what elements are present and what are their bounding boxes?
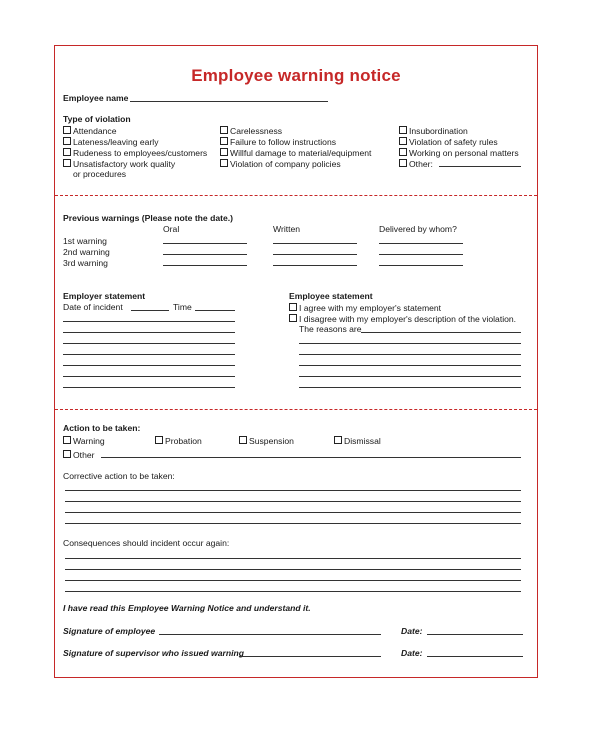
time-label: Time [173,302,192,312]
action-option-dismissal[interactable]: Dismissal [334,436,381,446]
checkbox-icon[interactable] [399,148,407,156]
corrective-action-line[interactable] [65,490,521,491]
oral-date-field[interactable] [163,254,247,255]
checkbox-icon[interactable] [63,148,71,156]
date-of-incident-field[interactable] [131,310,169,311]
action-heading: Action to be taken: [63,423,141,433]
corrective-action-line[interactable] [65,512,521,513]
column-delivered-by: Delivered by whom? [379,224,457,234]
reasons-label: The reasons are [299,324,362,334]
checkbox-icon[interactable] [334,436,342,444]
checkbox-icon[interactable] [220,126,228,134]
employer-statement-line[interactable] [63,332,235,333]
employee-statement-heading: Employee statement [289,291,373,301]
corrective-action-label: Corrective action to be taken: [63,471,175,481]
checkbox-icon[interactable] [399,159,407,167]
delivered-by-field[interactable] [379,265,463,266]
time-field[interactable] [195,310,235,311]
written-date-field[interactable] [273,265,357,266]
checkbox-icon[interactable] [399,137,407,145]
violation-option[interactable]: Willful damage to material/equipment [220,148,371,158]
employee-date-field[interactable] [427,634,523,635]
warning-row-label: 3rd warning [63,258,108,268]
violation-option[interactable]: Working on personal matters [399,148,519,158]
previous-warnings-heading: Previous warnings (Please note the date.) [63,213,234,223]
violation-option[interactable]: Unsatisfactory work quality [63,159,175,169]
employer-statement-line[interactable] [63,387,235,388]
checkbox-icon[interactable] [220,159,228,167]
supervisor-date-label: Date: [401,648,423,658]
action-option-probation[interactable]: Probation [155,436,202,446]
column-written: Written [273,224,301,234]
warning-row-label: 1st warning [63,236,107,246]
form-title: Employee warning notice [191,66,401,85]
warning-row-label: 2nd warning [63,247,110,257]
checkbox-icon[interactable] [63,159,71,167]
violation-option[interactable]: Violation of company policies [220,159,341,169]
section-divider [55,195,537,196]
delivered-by-field[interactable] [379,243,463,244]
employee-signature-label: Signature of employee [63,626,156,636]
consequences-line[interactable] [65,569,521,570]
consequences-line[interactable] [65,591,521,592]
delivered-by-field[interactable] [379,254,463,255]
corrective-action-line[interactable] [65,523,521,524]
warning-notice-form [54,45,538,678]
action-option-warning[interactable]: Warning [63,436,105,446]
violation-option[interactable]: Lateness/leaving early [63,137,159,147]
employee-date-label: Date: [401,626,423,636]
violation-heading: Type of violation [63,114,131,124]
violation-option[interactable]: Violation of safety rules [399,137,498,147]
employee-signature-field[interactable] [159,634,381,635]
consequences-line[interactable] [65,558,521,559]
consequences-label: Consequences should incident occur again: [63,538,230,548]
section-divider [55,409,537,410]
employer-statement-line[interactable] [63,354,235,355]
action-option-suspension[interactable]: Suspension [239,436,294,446]
written-date-field[interactable] [273,254,357,255]
reasons-line[interactable] [299,343,521,344]
violation-option[interactable]: Other: [399,159,433,169]
checkbox-icon[interactable] [289,314,297,322]
disagree-option[interactable]: I disagree with my employer's description of the violation. [289,314,516,324]
date-of-incident-label: Date of incident [63,302,123,312]
acknowledgement-text: I have read this Employee Warning Notice and understand it. [63,603,311,613]
checkbox-icon[interactable] [63,436,71,444]
violation-option[interactable]: Carelessness [220,126,282,136]
employer-statement-line[interactable] [63,365,235,366]
reasons-line[interactable] [299,387,521,388]
column-oral: Oral [163,224,180,234]
checkbox-icon[interactable] [63,126,71,134]
violation-option[interactable]: Rudeness to employees/customers [63,148,207,158]
other-action-field[interactable] [101,457,521,458]
reasons-line[interactable] [299,354,521,355]
checkbox-icon[interactable] [63,450,71,458]
violation-option[interactable]: Insubordination [399,126,468,136]
corrective-action-line[interactable] [65,501,521,502]
employer-statement-heading: Employer statement [63,291,146,301]
supervisor-date-field[interactable] [427,656,523,657]
reasons-line[interactable] [299,376,521,377]
checkbox-icon[interactable] [155,436,163,444]
reasons-line[interactable] [299,365,521,366]
consequences-line[interactable] [65,580,521,581]
supervisor-signature-label: Signature of supervisor who issued warning [63,648,244,658]
agree-option[interactable]: I agree with my employer's statement [289,303,441,313]
employer-statement-line[interactable] [63,376,235,377]
checkbox-icon[interactable] [239,436,247,444]
violation-option[interactable]: Failure to follow instructions [220,137,336,147]
oral-date-field[interactable] [163,265,247,266]
violation-option-continued: or procedures [73,169,127,179]
violation-option[interactable]: Attendance [63,126,116,136]
employee-name-field[interactable] [130,101,328,102]
employee-name-label: Employee name [63,93,129,103]
employer-statement-line[interactable] [63,321,235,322]
checkbox-icon[interactable] [399,126,407,134]
checkbox-icon[interactable] [289,303,297,311]
written-date-field[interactable] [273,243,357,244]
reasons-line[interactable] [361,332,521,333]
checkbox-icon[interactable] [220,148,228,156]
supervisor-signature-field[interactable] [239,656,381,657]
checkbox-icon[interactable] [63,137,71,145]
other-violation-field[interactable] [439,166,521,167]
employer-statement-line[interactable] [63,343,235,344]
checkbox-icon[interactable] [220,137,228,145]
oral-date-field[interactable] [163,243,247,244]
action-option-other[interactable]: Other [63,450,95,460]
